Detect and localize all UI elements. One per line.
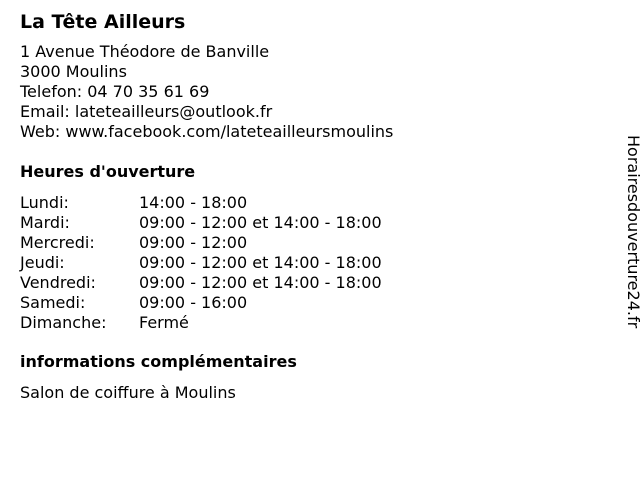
hours-day: Samedi:	[20, 293, 86, 312]
contact-block	[20, 42, 610, 142]
hours-day: Mercredi:	[20, 233, 95, 252]
phone-line: Telefon: 04 70 35 61 69	[20, 82, 210, 101]
web-line: Web: www.facebook.com/lateteailleursmoulins	[20, 122, 394, 141]
hours-row-dimanche	[20, 313, 610, 333]
hours-title: Heures d'ouverture	[20, 162, 196, 181]
hours-time: 09:00 - 12:00 et 14:00 - 18:00	[139, 213, 382, 232]
hours-row-vendredi	[20, 273, 610, 293]
email-line: Email: lateteailleurs@outlook.fr	[20, 102, 273, 121]
hours-row-lundi	[20, 193, 610, 213]
extra-info-text: Salon de coiffure à Moulins	[20, 383, 236, 402]
hours-time: 14:00 - 18:00	[139, 193, 248, 212]
hours-day: Mardi:	[20, 213, 70, 232]
hours-time: 09:00 - 12:00 et 14:00 - 18:00	[139, 273, 382, 292]
hours-row-mardi	[20, 213, 610, 233]
hours-row-jeudi	[20, 253, 610, 273]
extra-info-title: informations complémentaires	[20, 352, 297, 371]
side-brand-watermark: Horairesdouverture24.fr	[624, 135, 643, 329]
business-name: La Tête Ailleurs	[20, 11, 186, 33]
hours-day: Vendredi:	[20, 273, 96, 292]
hours-day: Jeudi:	[20, 253, 65, 272]
hours-day: Dimanche:	[20, 313, 107, 332]
hours-day: Lundi:	[20, 193, 69, 212]
hours-table	[20, 193, 610, 333]
hours-row-samedi	[20, 293, 610, 313]
hours-row-mercredi	[20, 233, 610, 253]
hours-time: 09:00 - 16:00	[139, 293, 248, 312]
hours-time: 09:00 - 12:00 et 14:00 - 18:00	[139, 253, 382, 272]
hours-time: 09:00 - 12:00	[139, 233, 248, 252]
hours-time: Fermé	[139, 313, 189, 332]
address-line-2: 3000 Moulins	[20, 62, 127, 81]
business-card	[20, 10, 610, 403]
address-line-1: 1 Avenue Théodore de Banville	[20, 42, 270, 61]
